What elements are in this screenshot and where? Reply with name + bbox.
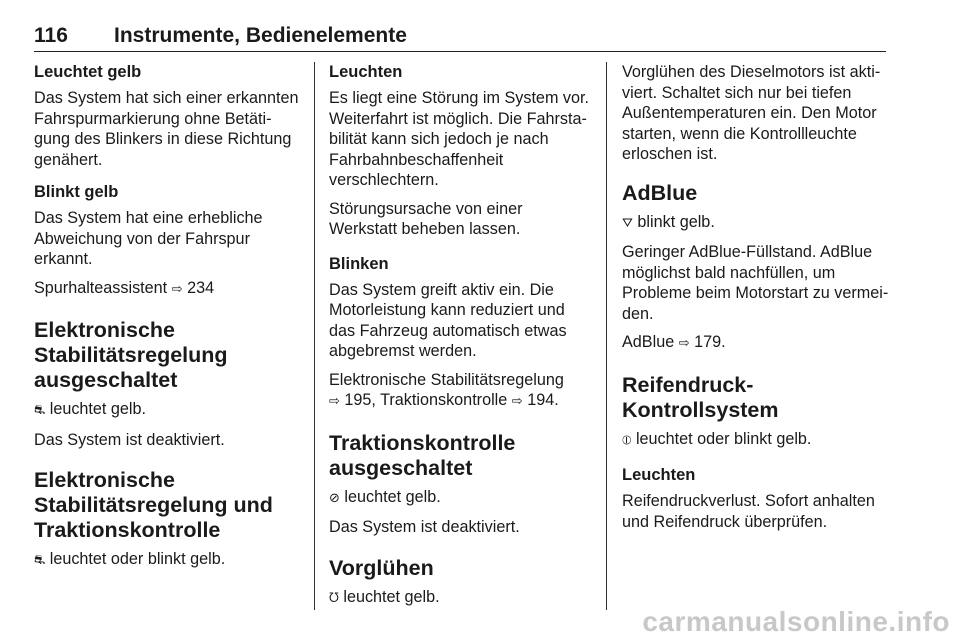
paragraph-text: leuchtet oder blinkt gelb. [49,550,226,568]
page-ref-arrow-icon: ⇨ [511,394,523,409]
paragraph-text: leuchtet gelb. [344,487,441,506]
column-1 [34,62,299,580]
section-heading: Vorglühen [329,555,434,580]
paragraph-text: leuchtet oder blinkt gelb. [635,429,812,448]
section-heading: Elektronische Stabilitätsregelung und Traktionskontrolle [34,468,273,542]
column-2 [329,62,591,617]
column-divider [314,62,315,610]
glow-plug-icon: ᘮ [329,590,339,606]
tire-pressure-icon: ⦶ [622,432,632,448]
reference-page[interactable]: 195 [344,391,372,409]
page-title: Instrumente, Bedienelemente [114,24,407,47]
reference-page[interactable]: 194 [527,391,555,409]
cross-reference [622,332,890,355]
paragraph: Geringer AdBlue-Füllstand. AdBlue möglichst bald nachfüllen, um Probleme beim Motorstart zu vermeiden. [622,243,889,323]
cross-reference [329,370,591,413]
column-divider [606,62,607,610]
watermark: carmanualsonline.info [642,606,950,637]
subheading: Leuchten [329,63,403,81]
paragraph: Das System hat eine erhebliche Abweichung von der Fahrspur erkannt. [34,209,263,268]
paragraph [622,429,890,452]
reference-text: Spurhalteassistent [34,278,168,297]
paragraph: Das System ist deaktiviert. [34,430,225,449]
section-heading: Reifendruck-Kontrollsystem [622,372,779,422]
paragraph [34,399,299,422]
reference-text: . [554,391,559,409]
paragraph-text: leuchtet gelb. [49,400,147,418]
traction-off-icon: ⊘ [329,490,340,506]
paragraph [622,212,890,235]
paragraph: Das System hat sich einer erkannten Fahrspurmarkierung ohne Betätigung des Blinkers in diese Richtung genähert. [34,89,299,169]
paragraph-text: leuchtet gelb. [343,587,440,606]
page-number: 116 [34,24,68,47]
esc-traction-icon: ⛐ [34,553,46,568]
reference-text: AdBlue [622,333,675,351]
adblue-icon: ⛛ [622,215,633,231]
reference-text: . [721,333,726,351]
cross-reference [34,278,299,301]
paragraph: Reifendruckverlust. Sofort anhalten und Reifendruck überprüfen. [622,492,875,531]
paragraph: Das System ist deaktiviert. [329,518,520,536]
esc-off-icon: ⛐ [34,403,46,418]
page-ref-arrow-icon: ⇨ [329,394,340,409]
paragraph: Vorglühen des Dieselmotors ist aktiviert. Schaltet sich nur bei tiefen Außentemperaturen ein. Den Motor starten, wenn die Kontrollleuchte erloschen ist. [622,63,881,163]
paragraph: Es liegt eine Störung im System vor. Weiterfahrt ist möglich. Die Fahrstabilität kann sich jedoch je nach Fahrbahnbeschaffenheit verschlechtern. [329,89,590,189]
reference-text: Elektronische Stabilitätsregelung [329,370,564,389]
column-3 [622,62,890,540]
paragraph [329,487,591,510]
paragraph-text: blinkt gelb. [637,212,715,231]
page-ref-arrow-icon: ⇨ [678,336,690,351]
paragraph: Das System greift aktiv ein. Die Motorleistung kann reduziert und das Fahrzeug automatisch etwas abgebremst werden. [329,280,567,360]
subheading: Leuchten [622,466,696,484]
reference-page[interactable]: 234 [187,278,215,297]
paragraph [329,587,591,610]
paragraph: Störungsursache von einer Werkstatt beheben lassen. [329,199,523,238]
header-divider [34,51,886,52]
subheading: Blinkt gelb [34,183,119,201]
section-heading: Elektronische Stabilitätsregelung ausgeschaltet [34,318,228,392]
page-ref-arrow-icon: ⇨ [171,281,183,297]
section-heading: Traktionskontrolle ausgeschaltet [329,430,516,480]
section-heading: AdBlue [622,180,698,205]
reference-text: , Traktionskontrolle [371,391,508,409]
subheading: Blinken [329,254,389,273]
page-header [34,22,886,52]
reference-page[interactable]: 179 [694,333,722,351]
subheading: Leuchtet gelb [34,63,142,81]
paragraph [34,549,299,572]
